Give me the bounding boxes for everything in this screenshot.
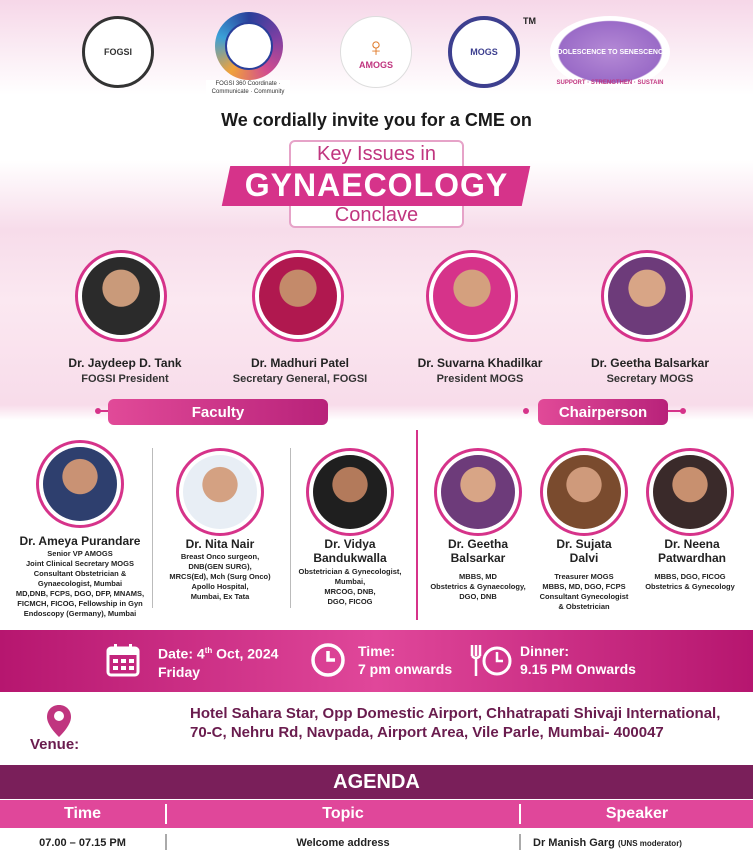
event-band [0,630,753,692]
faculty-name: Dr. Vidya Bandukwalla [313,537,387,565]
col-time: Time [63,805,102,822]
event-day: Friday [158,663,201,680]
invite-heading: We cordially invite you for a CME on [221,110,532,130]
chair-name: Dr. Sujata Dalvi [556,537,612,565]
chairperson-label: Chairperson [538,399,668,425]
agenda-time: 07.00 – 07.15 PM [39,837,126,849]
decor-dot [680,408,686,414]
avatar-neena-patwardhan [646,448,734,536]
clock-icon [310,642,346,678]
event-dinner: Dinner: 9.15 PM Onwards [520,643,636,677]
avatar-suvarna-khadilkar [426,250,518,342]
adolescence-tagline: SUPPORT · STRENGTHEN · SUSTAIN [556,80,664,86]
agenda-title: AGENDA [0,765,753,799]
chair-desc: Treasurer MOGS MBBS, MD, DGO, FCPS Consultant Gynecologist & Obstetrician [539,572,629,611]
faculty-desc: Breast Onco surgeon, DNB(GEN SURG), MRCS(Ed), Mch (Surg Onco) Apollo Hospital, Mumbai, Ex Tata [169,552,271,601]
chair-desc: MBBS, DGO, FICOG Obstetrics & Gynecology [645,572,735,591]
fogsi-logo: FOGSI [82,16,154,88]
avatar-sujata-dalvi [540,448,628,536]
logo-strip [0,10,753,98]
faculty-label: Faculty [108,399,328,425]
dignitary-role: FOGSI President [81,373,169,385]
dignitary-role: President MOGS [436,373,524,385]
faculty-name: Dr. Nita Nair [185,537,255,551]
amogs-logo: ♀ AMOGS [340,16,412,88]
title-line1: Key Issues in [317,143,436,165]
avatar-nita-nair [176,448,264,536]
title-line3: Conclave [334,204,419,226]
venue-section [0,692,753,764]
agenda-speaker: Dr Manish Garg (UNS moderator) [533,837,682,849]
row-separator [519,834,521,850]
agenda-header [0,800,753,828]
dignitary-name: Dr. Madhuri Patel [250,356,350,370]
venue-address: Hotel Sahara Star, Opp Domestic Airport, Chhatrapati Shivaji International, 70-C, Nehru Rd, Navpada, Airport Area, Vile Parle, Mumbai- 400047 [190,705,721,741]
event-time: Time: 7 pm onwards [358,643,453,677]
chair-name: Dr. Geetha Balsarkar [447,537,509,565]
fogsi360-logo [215,12,283,80]
dignitary-name: Dr. Jaydeep D. Tank [68,356,182,370]
title-line2: GYNAECOLOGY [244,167,509,203]
calendar-icon [105,642,141,678]
avatar-ameya-purandare [36,440,124,528]
avatar-jaydeep-tank [75,250,167,342]
avatar-geetha-balsarkar-chair [434,448,522,536]
dignitary-role: Secretary General, FOGSI [232,373,368,385]
col-topic: Topic [322,805,364,822]
faculty-name: Dr. Ameya Purandare [19,534,141,548]
adolescence-logo: ADOLESCENCE TO SENESCENCE [550,16,670,88]
venue-label: Venue: [30,736,80,753]
avatar-vidya-bandukwalla [306,448,394,536]
chair-desc: MBBS, MD Obstetrics & Gynaecology, DGO, DNB [430,572,526,601]
dignitary-name: Dr. Geetha Balsarkar [590,356,710,370]
trademark-mark: TM [523,16,536,26]
decor-dot [523,408,529,414]
chair-name: Dr. Neena Patwardhan [657,537,726,565]
dinner-icon [468,642,512,678]
agenda-topic: Welcome address [296,837,390,849]
avatar-geetha-balsarkar [601,250,693,342]
col-speaker: Speaker [605,805,669,822]
event-date: Date: 4th Oct, 2024 Friday [158,645,279,680]
location-pin-icon [46,704,72,738]
agenda-row [0,830,753,851]
speaker-note: (UNS moderator) [617,839,682,848]
fogsi360-caption: FOGSI 360 Coordinate · Communicate · Community [206,80,290,96]
faculty-desc: Senior VP AMOGS Joint Clinical Secretary MOGS Consultant Obstetrician & Gynaecologist, Mumbai MD,DNB, FCPS, DGO, DFP, MNAMS, FICMCH, FICOG, Fellowship in Gyn Endoscopy (Germany), Mumbai [15,549,145,618]
dignitary-name: Dr. Suvarna Khadilkar [417,356,543,370]
faculty-desc: Obstetrician & Gynecologist, Mumbai, MRCOG, DNB, DGO, FICOG [298,567,402,606]
avatar-madhuri-patel [252,250,344,342]
mogs-logo: MOGS [448,16,520,88]
dignitary-role: Secretary MOGS [606,373,694,385]
